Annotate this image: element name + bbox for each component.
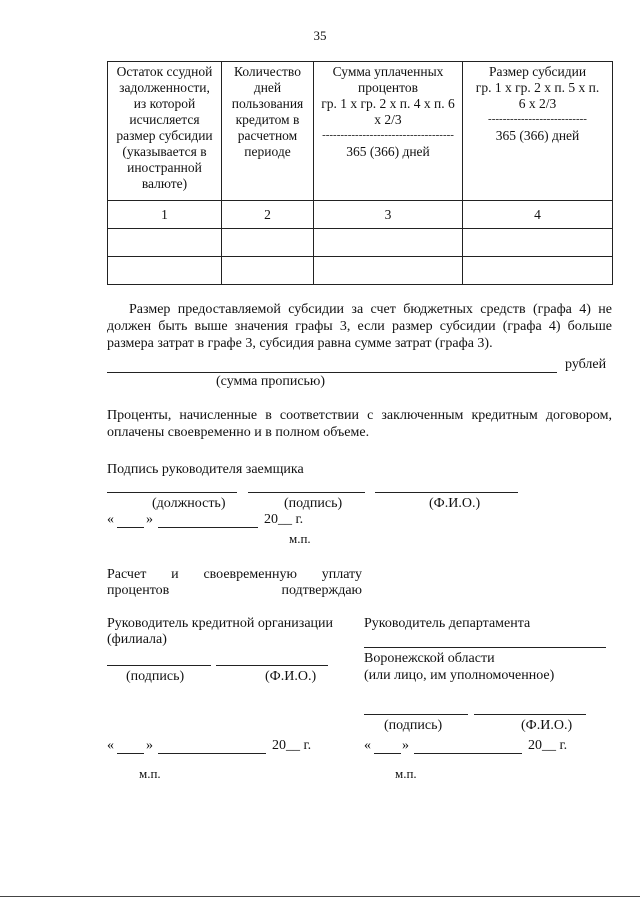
bank-fio-line[interactable] [216, 665, 328, 666]
date-close-quote: » [146, 512, 153, 527]
header-subsidy-size [463, 62, 613, 201]
signature-line[interactable] [248, 492, 365, 493]
position-label: (должность) [152, 496, 226, 511]
rubles-label: рублей [565, 357, 607, 372]
department-head-title: Руководитель департамента [364, 616, 531, 631]
bank-date-close: » [146, 738, 153, 753]
department-day-line[interactable] [374, 753, 401, 754]
department-year-label: 20__ г. [528, 738, 568, 753]
interest-paid-paragraph: Проценты, начисленные в соответствии с заключенным кредитным договором, оплачены своевременно и в полном объеме. [107, 408, 612, 440]
column-number: 3 [314, 201, 463, 229]
signature-label: (подпись) [284, 496, 343, 511]
fraction-line: ------------------------------------ [322, 130, 454, 140]
sum-line[interactable] [107, 372, 557, 373]
subsidy-formula: Размер субсидии гр. 1 х гр. 2 х п. 5 х п. 6 х 2/3 [475, 64, 600, 111]
date-open-quote: « [107, 512, 114, 527]
table-cell[interactable] [314, 257, 463, 285]
interest-formula: Сумма уплаченных процентов гр. 1 х гр. 2 х п. 4 х п. 6 х 2/3 [321, 64, 455, 127]
table-row [108, 257, 613, 285]
subsidy-denominator: 365 (366) дней [495, 128, 580, 143]
subsidy-rule-paragraph: Размер предоставляемой субсидии за счет бюджетных средств (графа 4) не должен быть выше значения графы 3, если размер субсидии (графа 4) больше размера затрат в графе 3, субсидия равна сумме затрат (графа 3). [107, 302, 612, 351]
interest-denominator: 365 (366) дней [346, 144, 430, 159]
fraction-line: --------------------------- [488, 114, 587, 124]
table-cell[interactable] [222, 229, 314, 257]
department-stamp-label: м.п. [395, 766, 417, 781]
bank-signature-label: (подпись) [126, 669, 185, 684]
region-label: Воронежской области [364, 651, 495, 666]
table-cell[interactable] [222, 257, 314, 285]
table-cell[interactable] [108, 229, 222, 257]
department-line[interactable] [364, 647, 606, 648]
column-number: 4 [463, 201, 613, 229]
bank-head-title: Руководитель кредитной организации (филиала) [107, 616, 334, 647]
bank-fio-label: (Ф.И.О.) [265, 669, 317, 684]
bank-year-label: 20__ г. [272, 738, 312, 753]
position-line[interactable] [107, 492, 237, 493]
table-cell[interactable] [108, 257, 222, 285]
table-cell[interactable] [463, 229, 613, 257]
department-date-open: « [364, 738, 371, 753]
subsidy-table [107, 61, 613, 285]
bank-month-line[interactable] [158, 753, 266, 754]
borrower-signature-title: Подпись руководителя заемщика [107, 462, 304, 477]
header-loan-balance: Остаток ссудной задолженности, из которой исчисляется размер субсидии (указывается в иностранной валюте) [108, 62, 222, 201]
month-line[interactable] [158, 527, 258, 528]
day-line[interactable] [117, 527, 144, 528]
confirmation-text-content: Расчет и своевременную уплату процентов подтверждаю [107, 567, 362, 598]
authorized-label: (или лицо, им уполномоченное) [364, 668, 555, 683]
page-number: 35 [313, 28, 327, 43]
table-cell[interactable] [314, 229, 463, 257]
department-fio-line[interactable] [474, 714, 586, 715]
fio-label: (Ф.И.О.) [429, 496, 481, 511]
header-days-count: Количество дней пользования кредитом в расчетном периоде [222, 62, 314, 201]
department-date-close: » [402, 738, 409, 753]
bank-date-open: « [107, 738, 114, 753]
bank-signature-line[interactable] [107, 665, 211, 666]
year-label: 20__ г. [264, 512, 304, 527]
bank-day-line[interactable] [117, 753, 144, 754]
department-fio-label: (Ф.И.О.) [521, 718, 573, 733]
table-header-row [108, 62, 613, 201]
column-number: 1 [108, 201, 222, 229]
department-month-line[interactable] [414, 753, 522, 754]
table-cell[interactable] [463, 257, 613, 285]
header-interest-paid [314, 62, 463, 201]
sum-words-label: (сумма прописью) [216, 374, 326, 389]
bank-stamp-label: м.п. [139, 766, 161, 781]
column-number: 2 [222, 201, 314, 229]
fio-line[interactable] [375, 492, 518, 493]
department-signature-line[interactable] [364, 714, 468, 715]
table-row [108, 229, 613, 257]
confirmation-text [107, 567, 362, 599]
department-signature-label: (подпись) [384, 718, 443, 733]
page-bottom-rule [0, 896, 640, 897]
stamp-label: м.п. [289, 531, 311, 546]
table-number-row [108, 201, 613, 229]
